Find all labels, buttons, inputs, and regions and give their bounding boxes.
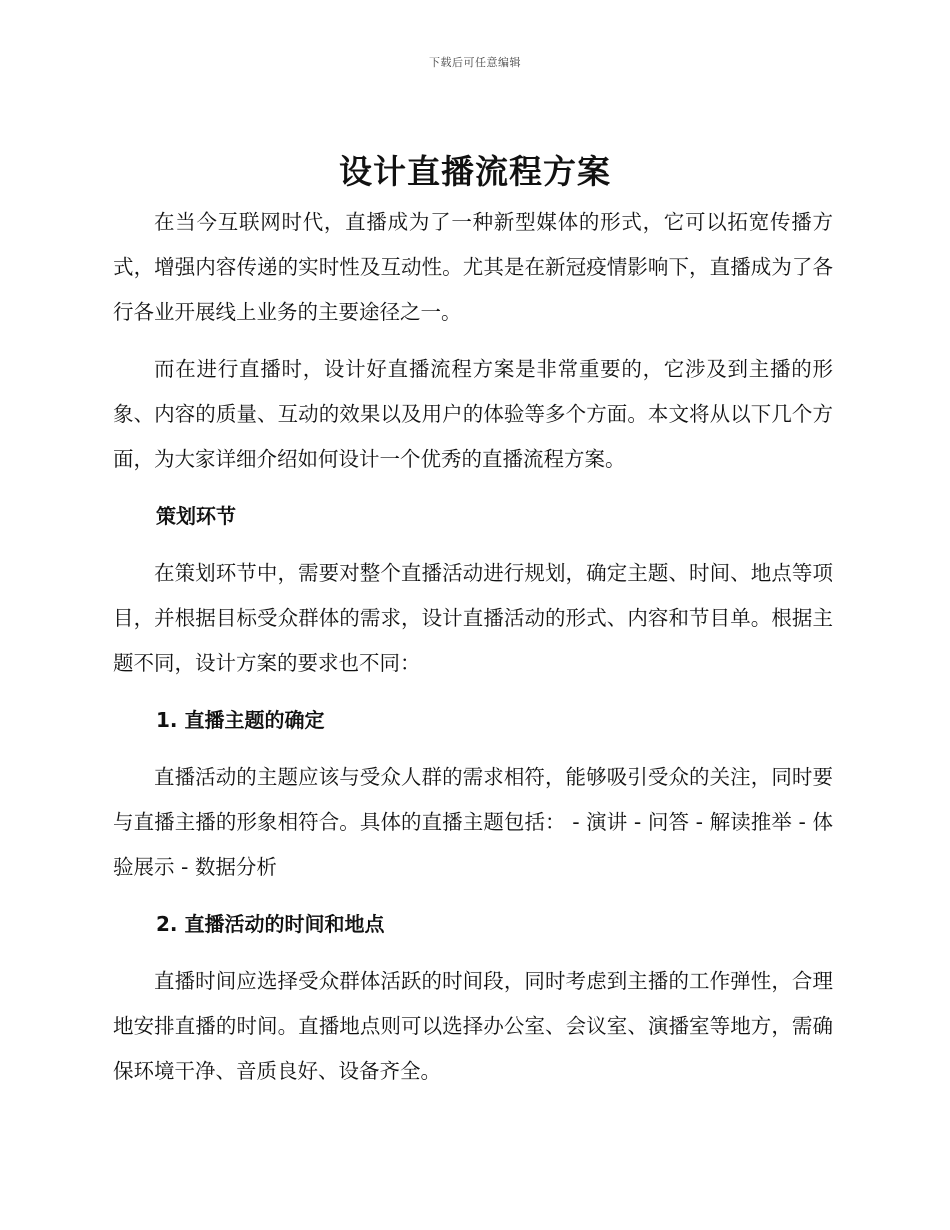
- paragraph-purpose: 而在进行直播时，设计好直播流程方案是非常重要的，它涉及到主播的形象、内容的质量、互动的效果以及用户的体验等多个方面。本文将从以下几个方面，为大家详细介绍如何设计一个优秀的直播流程方案。: [113, 357, 833, 471]
- paragraph-planning: 在策划环节中，需要对整个直播活动进行规划，确定主题、时间、地点等项目，并根据目标受众群体的需求，设计直播活动的形式、内容和节目单。根据主题不同，设计方案的要求也不同：: [113, 561, 833, 675]
- document-body: [113, 200, 833, 1106]
- paragraph-time-location: 直播时间应选择受众群体活跃的时间段，同时考虑到主播的工作弹性，合理地安排直播的时间。直播地点则可以选择办公室、会议室、演播室等地方，需确保环境干净、音质良好、设备齐全。: [113, 969, 833, 1083]
- document-title: 设计直播流程方案: [339, 152, 611, 191]
- paragraph-theme: 直播活动的主题应该与受众人群的需求相符，能够吸引受众的关注，同时要与直播主播的形象相符合。具体的直播主题包括： - 演讲 - 问答 - 解读推举 - 体验展示 - 数据分析: [113, 765, 833, 879]
- section-heading-planning: 策划环节: [156, 504, 236, 528]
- paragraph-intro: 在当今互联网时代，直播成为了一种新型媒体的形式，它可以拓宽传播方式，增强内容传递的实时性及互动性。尤其是在新冠疫情影响下，直播成为了各行各业开展线上业务的主要途径之一。: [113, 210, 833, 324]
- subheading-time-location: 2. 直播活动的时间和地点: [156, 912, 385, 936]
- subheading-theme: 1. 直播主题的确定: [156, 708, 325, 732]
- header-note: 下载后可任意编辑: [429, 56, 521, 69]
